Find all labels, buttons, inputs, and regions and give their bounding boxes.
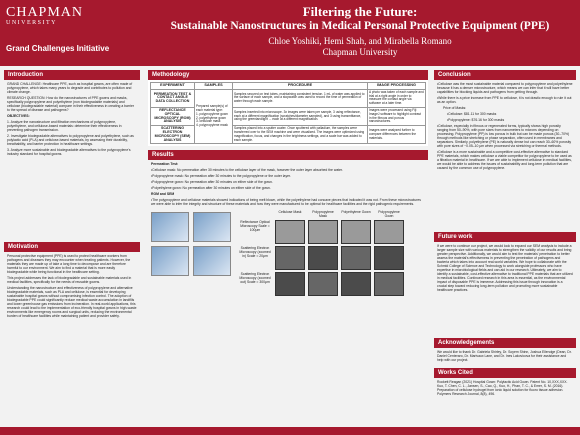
permeation-line: •Polyethylene gown: No permeation after 30 minutes on either side of the gown.: [151, 186, 271, 191]
conclusion-p1: •Cellulose was the most sustainable material compared to polypropylene and polyethylene because it has a denser microstructure, which means we can infer that it will have better capabilities for blocking liquids and pathogens from getting through.: [437, 82, 573, 94]
column-header: EXPERIMENT: [151, 83, 195, 90]
procedure-cell: Samples inserted into microscope. 3x images were taken per sample, 3 using reflectance, each at a different magnification (scratches/diameter sampled), and 3 using transmittance, using the greenlandlight ... each at a different magnification.: [233, 107, 368, 125]
micrograph: [374, 220, 404, 244]
micrograph: [341, 220, 371, 244]
samples-cell: [195, 89, 233, 144]
micrograph: [374, 246, 404, 270]
column-header: SAMPLES: [195, 83, 233, 90]
permeation-line: •Polypropylene mask: No permeation after 30 minutes to the polypropylene or the outer layer.: [151, 174, 291, 179]
microscopy-row-label: Scattering Electron Microscopy (zoomed in) Scale = 20μm: [239, 246, 271, 259]
micrograph: [341, 272, 371, 296]
prices-label: Price of Masks:: [443, 106, 467, 110]
imaging-cell: Images were analyzed further to compare differences between the materials.: [368, 126, 426, 144]
sample-photo: [151, 246, 189, 276]
microscopy-row: [238, 220, 428, 244]
sample-photo-grid: [148, 210, 234, 278]
imaging-cell: A photo was taken of each sample and trial at a right angle in order to measure the contact angle via software at a later time.: [368, 89, 426, 107]
logo-name: CHAPMAN: [6, 5, 84, 20]
micrograph: [341, 246, 371, 270]
sample-item: 2. polyethylene gown: [196, 115, 226, 120]
methodology-header-row: [151, 83, 426, 90]
sample-photo: [193, 212, 231, 242]
micrograph: [275, 272, 305, 296]
micrograph: [308, 272, 338, 296]
procedure-cell: Samples secured on test tubes, maintaining consistent tension. 1 mL of water was applied to the surface of each sample, and a stopwatch was used to record the time of permeation of water through each sample.: [233, 89, 368, 107]
objective-item: 1. Analyze the nanostructure and filtration mechanisms of polypropylene, polyethylene, and cellulose-based materials: determine their effectiveness in preventing pathogen transmission.: [7, 120, 122, 132]
motivation-p1: Personal protective equipment (PPE) is used to protect healthcare workers from pathogens and diseases they may encounter when treating patients. However, the materials they are made up of take a long time to decompose and are therefore harmful to our environment. We aim to find a material that is more easily biodegradable while being functional in the healthcare setting.: [7, 254, 131, 274]
intro-body: [4, 80, 140, 238]
microscopy-row-label: Reflectance Optical Microscopy Scale = 100μm: [240, 220, 270, 233]
sample-item: 3. cellulose mask: [196, 119, 221, 124]
methodology-table: [150, 82, 426, 144]
results-body: [148, 160, 428, 210]
table-row: [151, 89, 426, 107]
table-row: [151, 107, 426, 125]
right-column: [434, 70, 576, 398]
micrograph: [308, 220, 338, 244]
initiative-label: Grand Challenges Initiative: [6, 44, 110, 53]
microscopy-column-heads: [275, 210, 428, 218]
future-body: [434, 242, 576, 334]
micrograph: [374, 272, 404, 296]
motivation-heading: Motivation: [4, 242, 140, 252]
price-item: •Cellulose: $81.11 for 300 masks: [447, 112, 497, 116]
microscopy-grid: [238, 210, 428, 296]
sample-item: 4. polypropylene mask: [196, 123, 228, 128]
conclusion-p3: •Cellulose, especially in fibrous or regenerated forms, typically shows high porosity ranging from 50–90%, with pore sizes from nanometers to microns depending on processing. Polypropylene (PP) is low porous in bulk but can be made porous (30–70%) through methods like stretching or phase separation, often used in membranes and separators. Similarly, polyethylene (PE) is naturally dense but can reach 30–60% porosity with pore sizes of ~0.05–10 μm when processed via stretching or thermal methods.: [437, 124, 572, 148]
microscopy-col-head: Polypropylene Mask: [312, 210, 334, 219]
intro-research-question: RESEARCH QUESTION: How do the nanostructures of PPE gowns and masks, specifically polypropylene and polyethylene (non biodegradable materials) and cellulose (biodegradable material) compare in their effectiveness in creating a barrier to the spread of disease and pathogens?: [7, 96, 134, 112]
refs-heading: Works Cited: [434, 368, 576, 378]
bottom-bar: [0, 427, 580, 435]
conclusion-heading: Conclusion: [434, 70, 576, 80]
ack-heading: Acknowledgements: [434, 338, 576, 348]
experiment-cell: SCATTERING ELECTRON MICROSCOPY (SEM) ANALYSIS: [151, 126, 195, 144]
micrograph: [275, 220, 305, 244]
logo-sub: UNIVERSITY: [6, 20, 57, 26]
motivation-p2: This project addresses the lack of biodegradable and sustainable materials used in medical facilities, specifically for the needs of reusable gowns.: [7, 276, 132, 284]
experiment-cell: REFLECTANCE OPTICAL MICROSCOPY (ROM) ANALYSIS: [151, 107, 195, 125]
refs-body: [434, 378, 576, 398]
micrograph: [275, 246, 305, 270]
authors: Chloe Yoshiki, Hemi Shah, and Mirabella Romano: [268, 36, 452, 46]
results-figures: [148, 210, 428, 296]
results-heading: Results: [148, 150, 428, 160]
procedure-cell: Samples placed into a sputter coater. Once sputtered with palladium, the samples were transferred over to the SEM machine and were visualized. The images were optimized using magnification, focus, and changes in the brightness settings, and a scale bar was added to each sample.: [233, 126, 368, 144]
objective-item: 2. Investigate biodegradable alternatives to polypropylene and polyethylene, such as polylactic acid (PLA) and cellulose-based materials, by assessing their durability, breathability, and barrier protection in healthcare settings.: [7, 134, 134, 146]
ack-body: [434, 348, 576, 366]
microscopy-col-head: Cellulose Mask: [278, 210, 302, 215]
methodology-table-wrap: [148, 80, 428, 146]
motivation-body: [4, 252, 140, 422]
sample-item: 1. polypropylene gown: [196, 111, 228, 116]
future-p1: If we were to continue our project, we would look to expand our SEM analysis to include a larger sample size with various materials to strengthen the validity of our results and bring greater perspective. Additionally, we would aim to test the materials' penetration to better assess the material's effectiveness in preventing the penetration of pathogens and bacteria which takes into account real-world variables. We hope to collaborate with the Schmid College of Science and Technology to work alongside professors who have expertise in microbiological fields and can aid in our research. Ultimately, we aim to identify a sustainable, cost-effective alternative to traditional PPE materials that are utilized in medical facilities. Continued research in this area is essential, as the environmental impact of disposable PPE is immense. Addressing this issue through innovation is a crucial step toward reducing long-term pollution and promoting more sustainable healthcare practices.: [437, 244, 573, 292]
intro-grand-challenge: GRAND CHALLENGE: Healthcare PPE, such as hospital gowns, are often made of polypropylene, which takes many years to degrade and contributes to pollution and climate change.: [7, 82, 133, 94]
intro-heading: Introduction: [4, 70, 140, 80]
future-heading: Future work: [434, 232, 576, 242]
institution: Chapman University: [322, 47, 398, 57]
conclusion-p2: •While there is a price increase from PPE to cellulose, it is not drastic enough to rule it out as an option.: [437, 96, 572, 104]
imaging-cell: Images were processed using Fiji ImageJ software to highlight contrast in the fibrous and porous nanostructures.: [368, 107, 426, 125]
permeation-label: Permeation Test:: [151, 162, 179, 167]
micrograph: [308, 246, 338, 270]
objective-item: 3. Analyze more sustainable and biodegradable alternatives to the polypropylene's industry standard for hospital gowns.: [7, 148, 131, 156]
sample-photo: [193, 246, 231, 276]
title-block: [150, 4, 570, 58]
objectives-label: OBJECTIVES:: [7, 114, 30, 118]
rom-sem-text: •The polypropylene and cellulose materials showed indications of being melt blown, while the polyethylene had concave pieces that indicated it was not. From these microstructures we were able to infer the integrity and structure of these materials and how they were manufactured to be optimal for healthcare facilities and the rigid pathogenic requirements.: [151, 198, 421, 207]
rom-sem-label: ROM and SEM: [151, 192, 175, 197]
poster-title-line1: Filtering the Future:: [302, 4, 418, 19]
chapman-logo: [6, 6, 118, 27]
column-header: PROCEDURE: [233, 83, 368, 90]
price-item: •Polypropylene: $76.16 for 300 masks: [447, 118, 505, 122]
poster-header: [0, 0, 580, 66]
center-column: [148, 70, 428, 296]
methodology-heading: Methodology: [148, 70, 428, 80]
permeation-line: •Polypropylene gown: No permeation after 30 minutes on either side of the gown.: [151, 180, 273, 185]
microscopy-row-label: Scattering Electron Microscopy (zoomed out) Scale = 300μm: [239, 272, 271, 285]
conclusion-p4: •Cellulose is a more sustainable and a competitive cost-effective alternative to standard PPE materials, which makes cellulose a viable competitor for polypropylene to be used as a filtration material in healthcare. If we are able to implement cellulose in medical facilities, we would be able to address the issues of sustainability and long-term pollution that are caused by the common use of polypropylene.: [437, 150, 572, 170]
motivation-p3: Understanding the nanostructure and effectiveness of polypropylene and alternative biodegradable materials, such as PLA and cellulose, is essential for developing sustainable hospital gowns without compromising infection control. The adoption of biodegradable PPE could significantly reduce medical waste accumulation in landfills and lower greenhouse gas emissions from incineration. In real-world applications, this research could lead to the implementation of eco-friendly hospital gowns in high-waste environments like emergency rooms and surgical units, reducing the environmental burden of healthcare facilities while maintaining patient and provider safety.: [7, 286, 137, 318]
experiment-cell: PERMEATION TEST & CONTACT ANGLE DATA COLLECTION: [151, 89, 195, 107]
microscopy-col-head: Polyethylene Gown: [341, 210, 371, 215]
microscopy-col-head: Polypropylene Gown: [378, 210, 400, 219]
poster-title-line2: Sustainable Nanostructures in Medical Personal Protective Equipment (PPE): [170, 20, 550, 32]
permeation-line: •Cellulose mask: No permeation after 30 minutes to the cellulose layer of the mask, however the outer layer absorbed the water.: [151, 168, 343, 173]
refs-p1: Rockett Reagan (2021) Hospital Gown: Polylactic Acid Gown. Patent No. 10,XXX,XXX. Kuo, T. Chen, C. L., Jansen, S., Cao, Q., Kuo, H., Phan, T. C., & Emer, S. M. (2016). Preparation of cellulose hydrogel from ionic liquid solution for fluoro tissue adhesion. Polymers Research Journal, 8(8), 496.: [437, 380, 568, 396]
left-column: [4, 70, 140, 422]
microscopy-row: [238, 272, 428, 296]
samples-label: Prepared sample(s) of each material type:: [196, 104, 228, 112]
table-row: [151, 126, 426, 144]
conclusion-body: [434, 80, 576, 228]
sample-photos: [148, 210, 234, 296]
microscopy-row: [238, 246, 428, 270]
column-header: IMAGE PROCESSING: [368, 83, 426, 90]
ack-p1: We would like to thank Dr. Gabriela Shirley, Dr. Soyem Shinn, Joshua Ellendge (Dean, Dr. Daniel Centeraro, Dr. Marivaux Lane, and Dr. Ines Lakovicova for their assistance and help with our project.: [437, 350, 572, 362]
sample-photo: [151, 212, 189, 242]
